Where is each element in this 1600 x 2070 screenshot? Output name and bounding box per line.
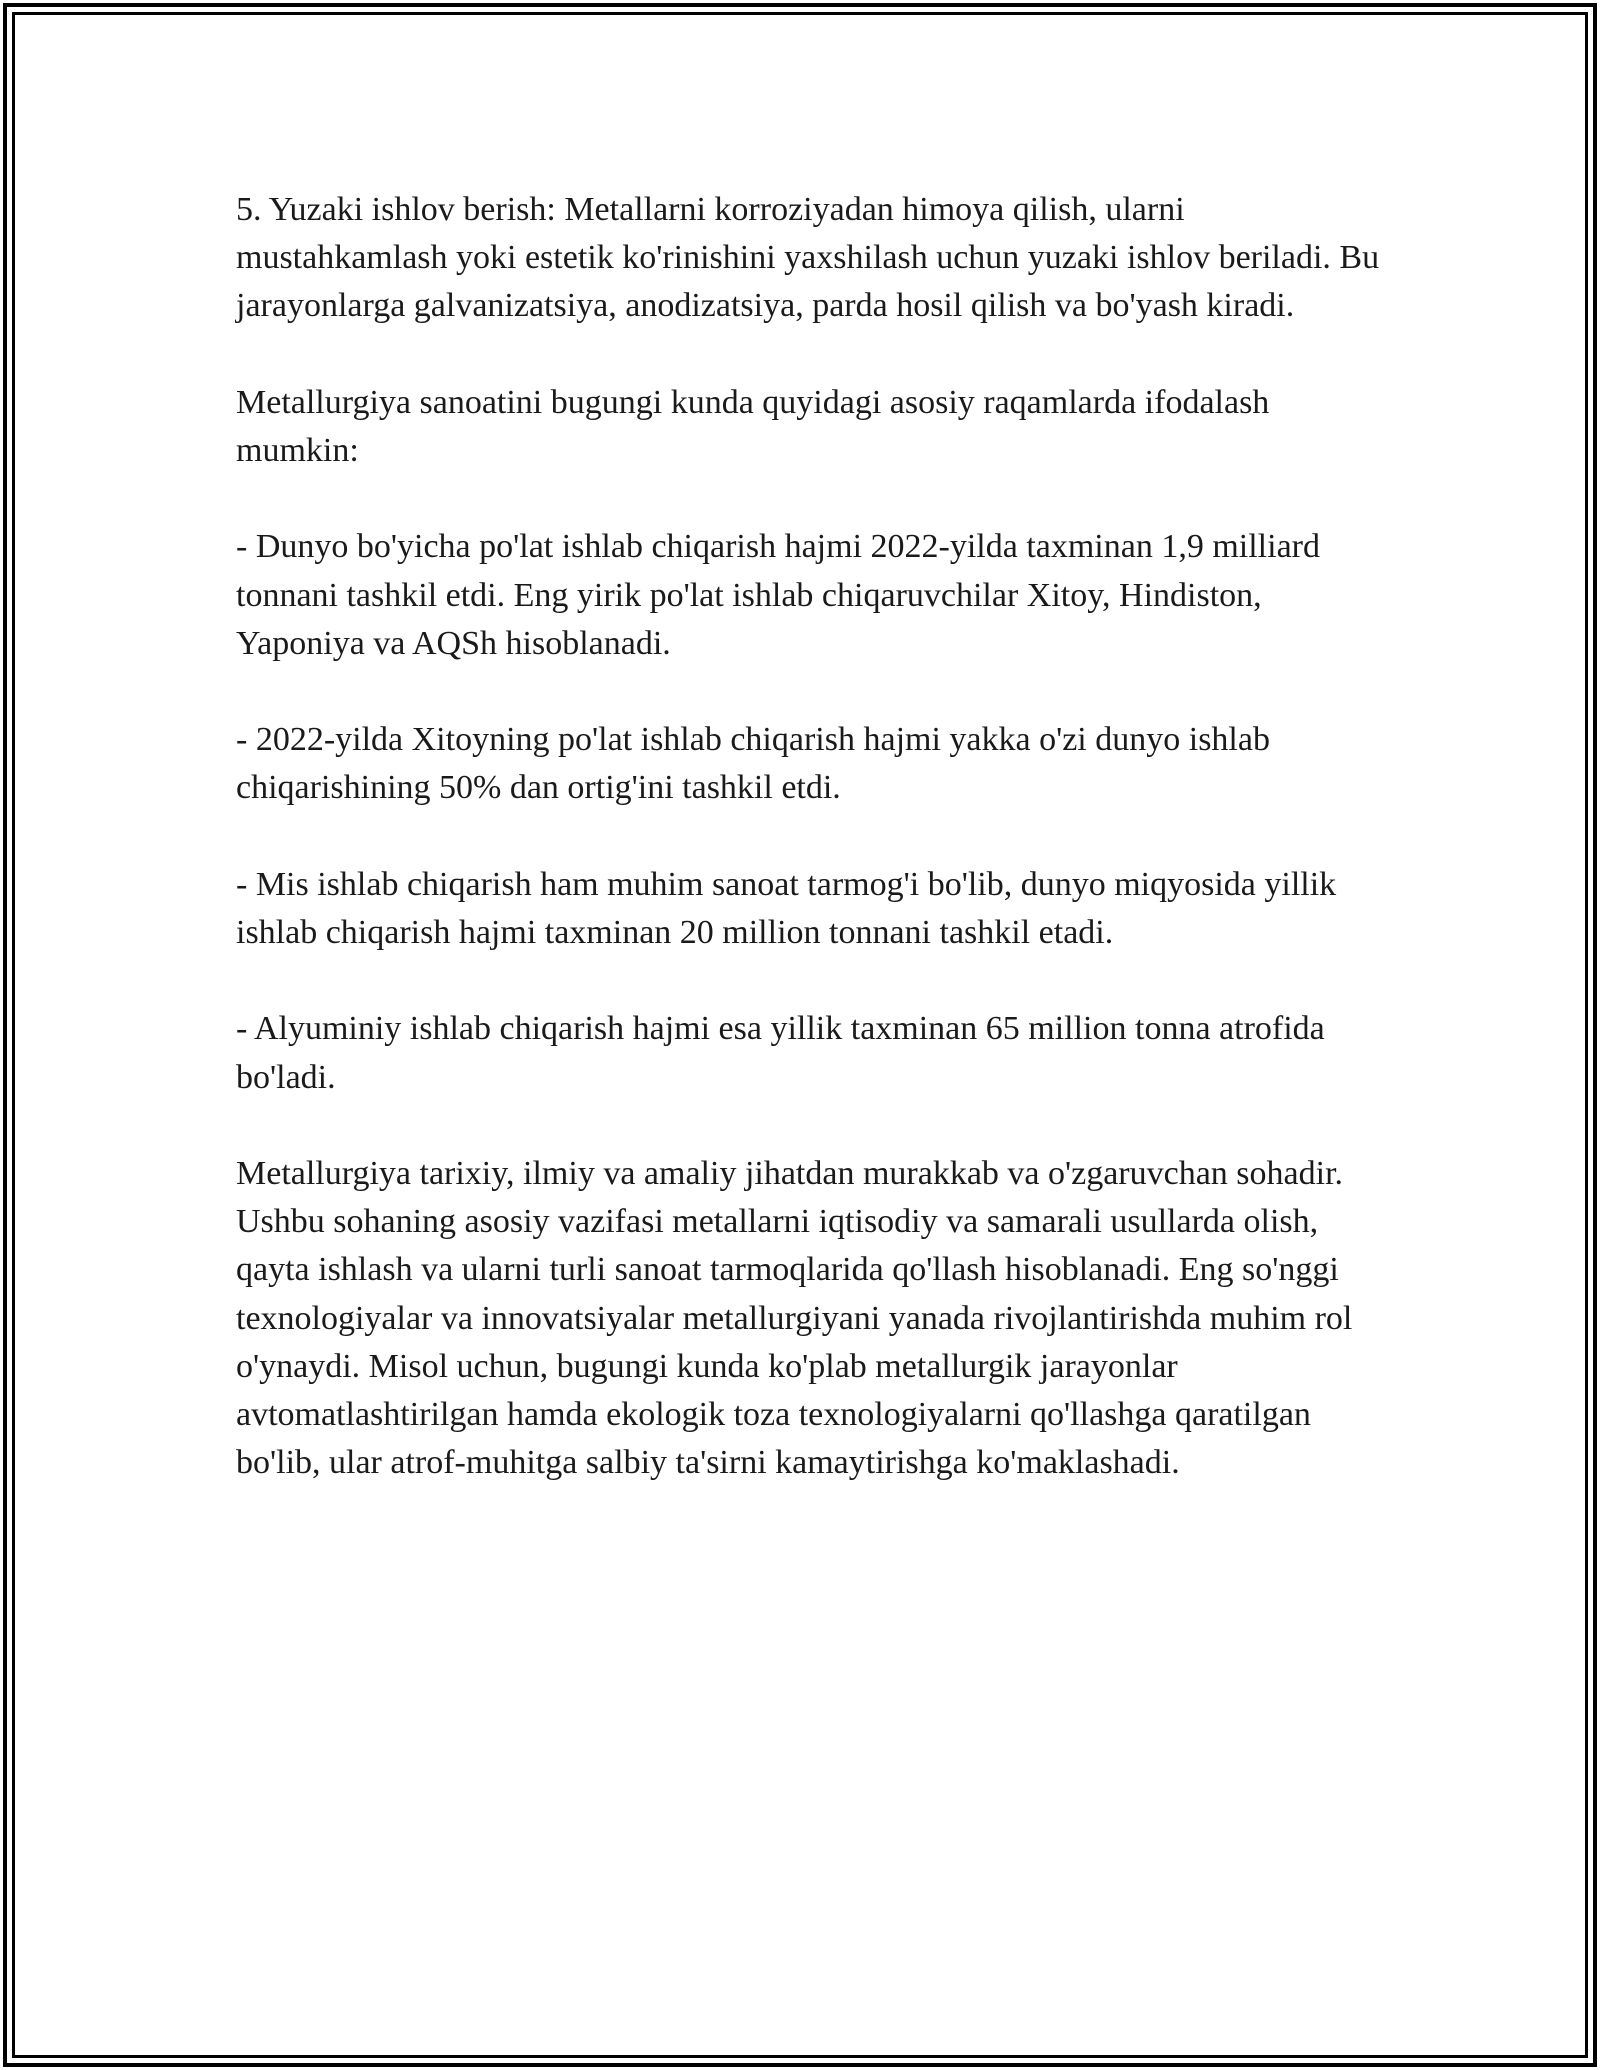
document-body [236, 186, 1386, 1536]
paragraph-surface-treatment: 5. Yuzaki ishlov berish: Metallarni korroziyadan himoya qilish, ularni mustahkamlash yoki estetik ko'rinishini yaxshilash uchun yuzaki ishlov beriladi. Bu jarayonlarga galvanizatsiya, anodizatsiya, parda hosil qilish va bo'yash kiradi. [236, 191, 1380, 325]
paragraph-industry-figures-intro: Metallurgiya sanoatini bugungi kunda quyidagi asosiy raqamlarda ifodalash mumkin: [236, 383, 1270, 469]
bullet-world-steel-production: - Dunyo bo'yicha po'lat ishlab chiqarish hajmi 2022-yilda taxminan 1,9 milliard tonnani tashkil etdi. Eng yirik po'lat ishlab chiqaruvchilar Xitoy, Hindiston, Yaponiya va AQSh hisoblanadi. [236, 528, 1320, 662]
bullet-aluminium-production: - Alyuminiy ishlab chiqarish hajmi esa yillik taxminan 65 million tonna atrofida bo'ladi. [236, 1010, 1325, 1096]
paragraph-metallurgy-summary: Metallurgiya tarixiy, ilmiy va amaliy jihatdan murakkab va o'zgaruvchan sohadir. Ushbu sohaning asosiy vazifasi metallarni iqtisodiy va samarali usullarda olish, qayta ishlash va ularni turli sanoat tarmoqlarida qo'llash hisoblanadi. Eng so'nggi texnologiyalar va innovatsiyalar metallurgiyani yanada rivojlantirishda muhim rol o'ynaydi. Misol uchun, bugungi kunda ko'plab metallurgik jarayonlar avtomatlashtirilgan hamda ekologik toza texnologiyalarni qo'llashga qaratilgan bo'lib, ular atrof-muhitga salbiy ta'sirni kamaytirishga ko'maklashadi. [236, 1154, 1353, 1482]
bullet-copper-production: - Mis ishlab chiqarish ham muhim sanoat tarmog'i bo'lib, dunyo miqyosida yillik ishlab chiqarish hajmi taxminan 20 million tonnani tashkil etadi. [236, 865, 1337, 951]
bullet-china-steel-share: - 2022-yilda Xitoyning po'lat ishlab chiqarish hajmi yakka o'zi dunyo ishlab chiqarishining 50% dan ortig'ini tashkil etdi. [236, 721, 1270, 807]
